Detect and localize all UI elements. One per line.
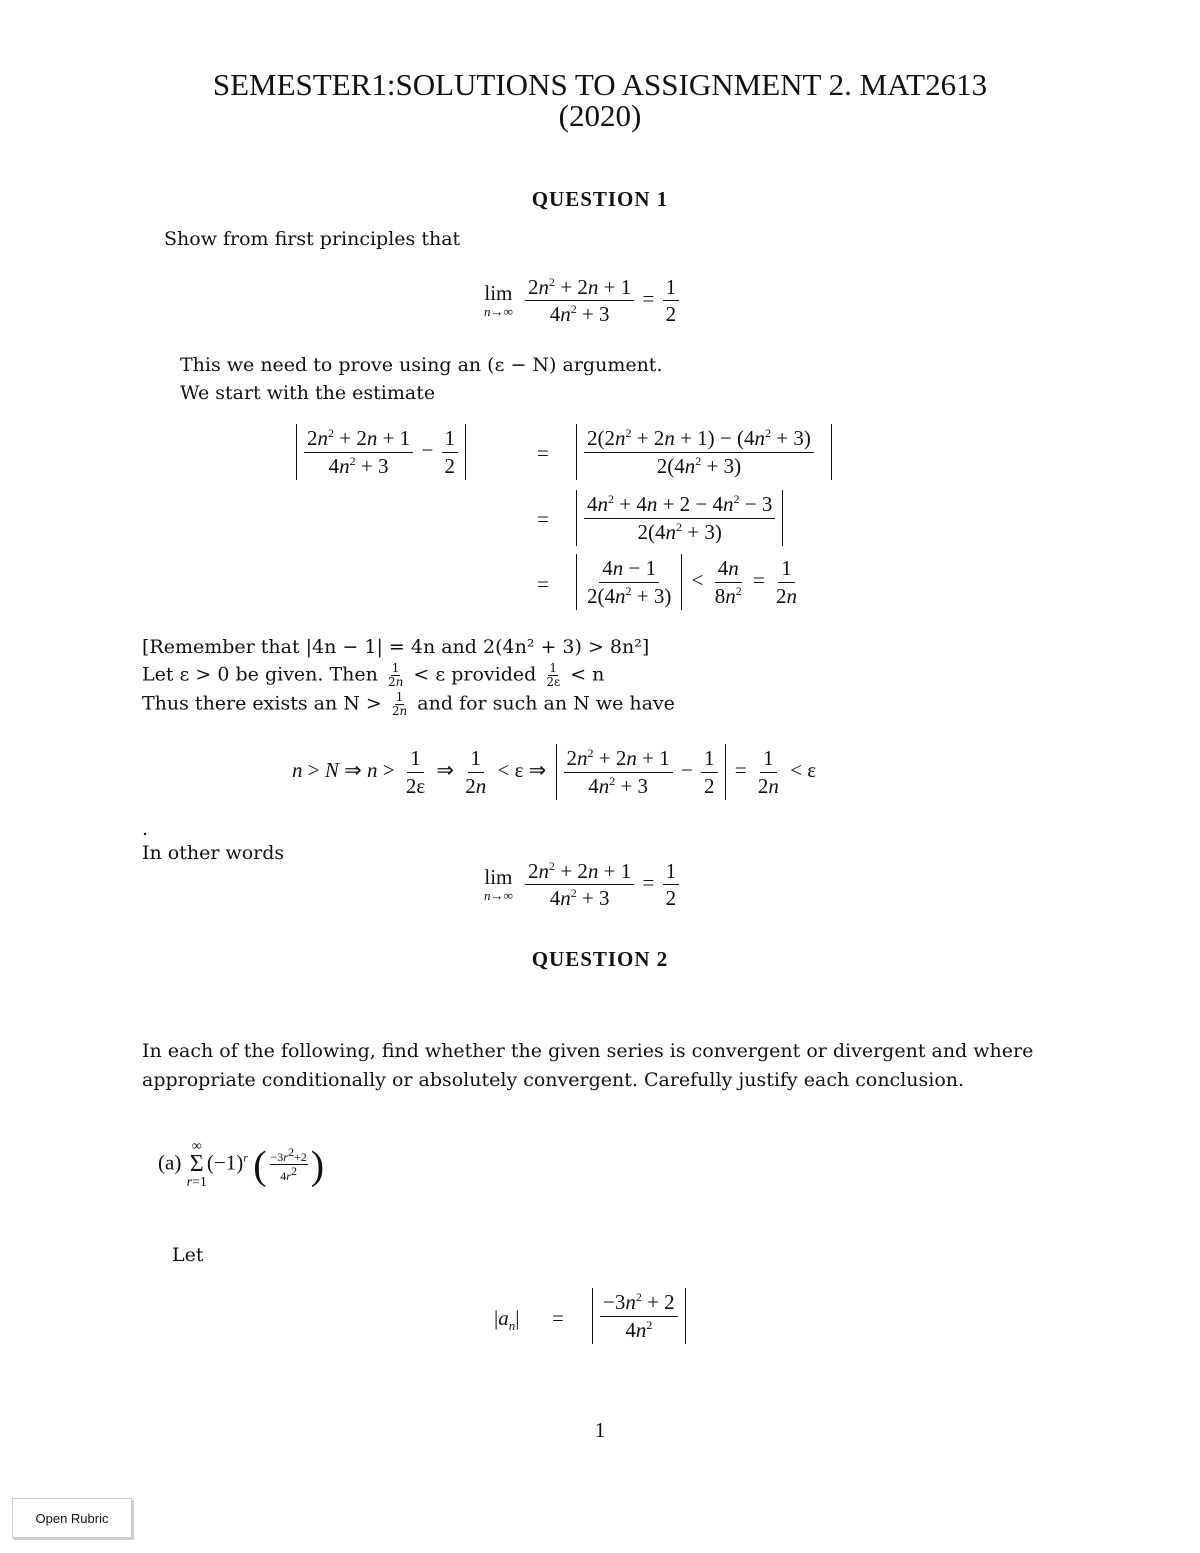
q1-implication-chain: n > N ⇒ n > $\frac{1}{2\varepsilon}$ ⇒ $\frac{1}{2n}$ < ε ⇒ $\frac{2n^2 + 2n + 1}{4n^2 + 3}$ − $\frac{1}{2}$ = $\frac{1}{2n}$ < ε [292,744,816,800]
q2-part-a: (a) ∞ Σ r=1 $(-1)^r$ ( $\frac{-3r^2+2}{4r^2}$ ) [158,1139,325,1190]
q1-prove-text: This we need to prove using an (ε − N) argument. [180,354,663,376]
q1-let-text-b: < ε provided [413,663,537,686]
q2-let-text: Let [172,1244,204,1266]
q1-remember-text: [Remember that |4n − 1| = 4n and 2(4n² + 3) > 8n²] [142,636,650,658]
summation-icon: ∞ Σ r=1 [186,1139,207,1190]
q1-other-words: In other words [142,842,285,864]
q2-equals: = [552,1306,564,1330]
q1-let-text-a: Let ε > 0 be given. Then [142,663,378,686]
page-number: 1 [594,1418,606,1442]
q1-equals-3: = [537,572,549,596]
q1-limit-conclusion: lim n→∞ $\frac{2n^2 + 2n + 1}{4n^2 + 3}$ = $\frac{1}{2}$ [484,858,682,912]
q1-equals-2: = [537,507,549,531]
q1-thus-line: Thus there exists an N > $\frac{1}{2n}$ and for such an N we have [142,690,675,719]
q1-thus-text-a: Thus there exists an N > [142,692,382,715]
q1-estimate-step3: $\frac{4n - 1}{2(4n^2 + 3)}$ < $\frac{4n}{8n^2}$ = $\frac{1}{2n}$ [572,554,803,610]
q2-part-a-label: (a) [158,1150,182,1175]
q2-an-formula: $\frac{-3n^2 + 2}{4n^2}$ [588,1288,690,1344]
q1-estimate-step2: $\frac{4n^2 + 4n + 2 - 4n^2 - 3}{2(4n^2 + 3)}$ [572,490,787,546]
q1-let-text-c: < n [570,663,605,686]
q2-paragraph-line1: In each of the following, find whether the given series is convergent or divergent and where [142,1040,1034,1062]
q1-estimate-text: We start with the estimate [180,382,436,404]
q1-equals-1: = [537,441,549,465]
q1-estimate-step1: $\frac{2(2n^2 + 2n + 1) - (4n^2 + 3)}{2(4n^2 + 3)}$ [572,424,836,480]
open-rubric-button[interactable]: Open Rubric [12,1498,132,1538]
q1-estimate-lhs: $\frac{2n^2 + 2n + 1}{4n^2 + 3}$ − $\frac{1}{2}$ [292,424,470,480]
question-2-heading: QUESTION 2 [531,947,669,971]
q2-abs-an: $|a_n|$ [494,1306,520,1334]
q1-limit-formula: lim n→∞ $\frac{2n^2 + 2n + 1}{4n^2 + 3}$ = $\frac{1}{2}$ [484,274,682,328]
q1-intro-text: Show from first principles that [164,228,461,250]
q1-let-line: Let ε > 0 be given. Then $\frac{1}{2n}$ < ε provided $\frac{1}{2\varepsilon}$ < n [142,661,605,690]
q1-dot: . [142,818,149,840]
q2-paragraph-line2: appropriate conditionally or absolutely convergent. Carefully justify each conclusion. [142,1069,965,1091]
question-1-heading: QUESTION 1 [531,187,669,211]
document-title-line2: (2020) [558,98,642,133]
document-title-line1: SEMESTER1:SOLUTIONS TO ASSIGNMENT 2. MAT2613 [212,67,988,102]
q1-thus-text-b: and for such an N we have [417,692,675,715]
